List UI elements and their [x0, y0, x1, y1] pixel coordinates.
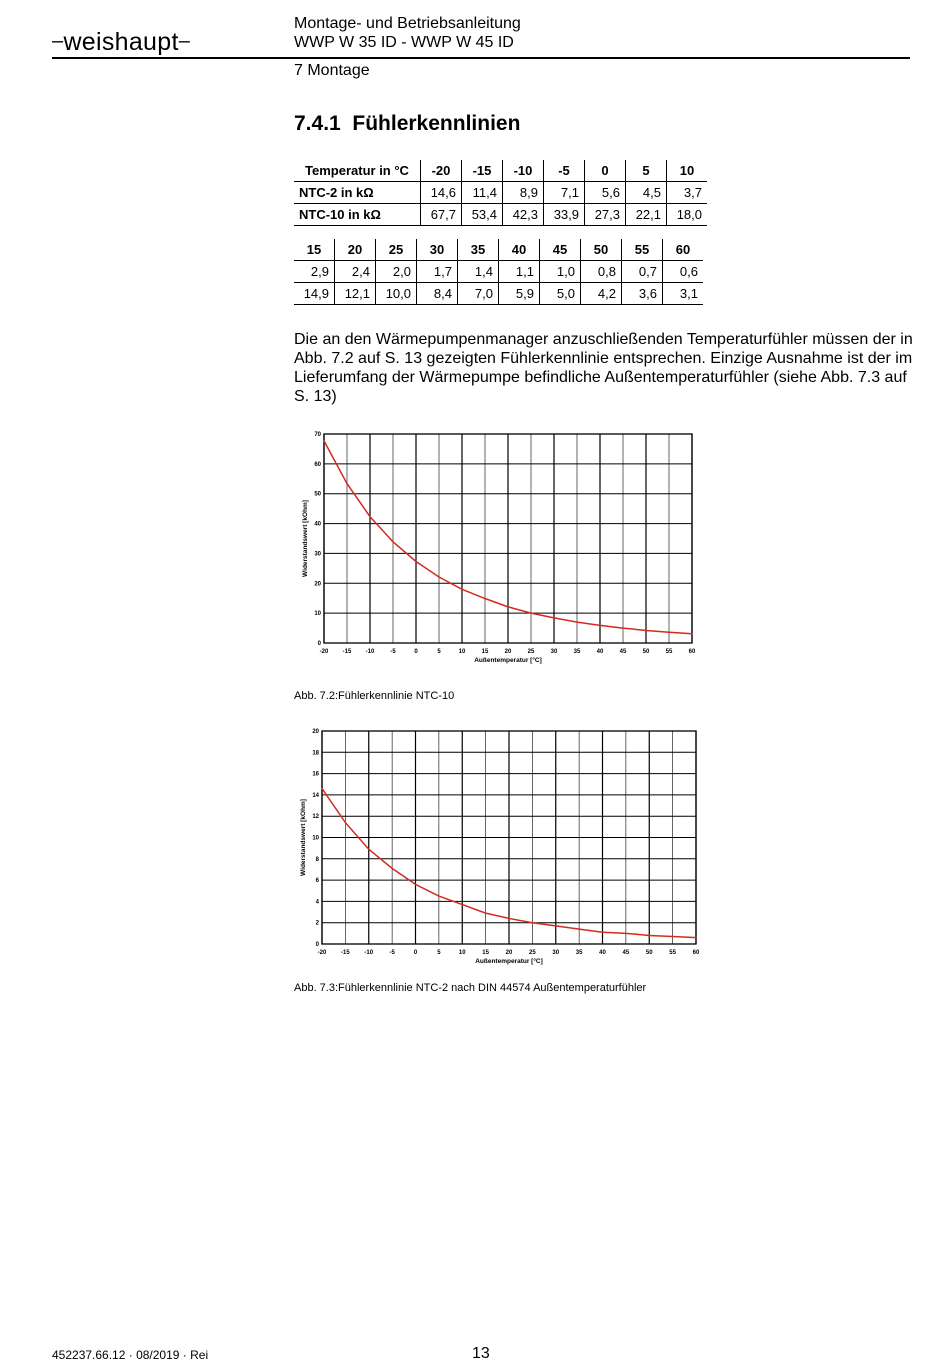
data-point: [555, 925, 556, 926]
temp-cell: 10: [667, 160, 708, 182]
y-tick-label: 8: [315, 856, 319, 863]
data-point: [415, 561, 416, 562]
temp-cell: -5: [544, 160, 585, 182]
data-point: [461, 589, 462, 590]
data-point: [392, 541, 393, 542]
x-tick-label: 25: [527, 649, 535, 655]
sensor-table-1: [294, 160, 707, 226]
data-point: [346, 483, 347, 484]
x-tick-label: 40: [599, 950, 606, 956]
table-row-ntc2: [294, 182, 707, 204]
x-tick-label: 10: [458, 950, 466, 956]
value-cell: 7,0: [458, 283, 499, 305]
data-point: [695, 937, 696, 938]
y-tick-label: 0: [315, 942, 319, 948]
x-tick-label: -15: [342, 649, 352, 655]
y-tick-label: 4: [315, 899, 319, 906]
x-tick-label: 55: [669, 950, 676, 956]
x-tick-label: 60: [688, 649, 696, 655]
temp-cell: 55: [622, 239, 663, 261]
weishaupt-logo: –weishaupt–: [52, 28, 191, 56]
value-cell: 1,1: [499, 261, 540, 283]
value-cell: 12,1: [335, 283, 376, 305]
temp-cell: 20: [335, 239, 376, 261]
temp-cell: -20: [421, 160, 462, 182]
value-cell: 8,9: [503, 182, 544, 204]
x-tick-label: 35: [573, 649, 581, 655]
temp-cell: 45: [540, 239, 581, 261]
y-tick-label: 40: [314, 521, 321, 528]
section-number: 7.4.1: [294, 112, 341, 135]
data-point: [599, 625, 600, 626]
data-point: [368, 849, 369, 850]
data-point: [532, 922, 533, 923]
table-row-ntc10: [294, 204, 707, 226]
data-point: [553, 617, 554, 618]
value-cell: 3,6: [622, 283, 663, 305]
y-tick-label: 12: [312, 814, 319, 821]
temp-cell: 25: [376, 239, 417, 261]
value-cell: 1,0: [540, 261, 581, 283]
value-cell: 8,4: [417, 283, 458, 305]
value-cell: 53,4: [462, 204, 503, 226]
x-tick-label: -10: [364, 950, 374, 956]
document-code: 452237.66.12 · 08/2019 · Rei: [52, 1348, 209, 1362]
x-tick-label: -20: [319, 649, 329, 655]
chapter-label: 7 Montage: [294, 62, 370, 79]
x-tick-label: 60: [692, 950, 700, 956]
temp-cell: 0: [585, 160, 626, 182]
y-tick-label: 50: [314, 491, 321, 498]
y-tick-label: 2: [315, 920, 319, 927]
x-tick-label: 15: [482, 950, 489, 956]
y-tick-label: 30: [314, 551, 321, 558]
y-axis-label: Widerstandswert [kOhm]: [302, 500, 309, 577]
row-label: NTC-2 in kΩ: [294, 182, 421, 204]
data-point: [345, 822, 346, 823]
sensor-table-2: [294, 239, 703, 305]
value-cell: 1,7: [417, 261, 458, 283]
row-label: NTC-10 in kΩ: [294, 204, 421, 226]
y-axis-label: Widerstandswert [kOhm]: [300, 799, 307, 876]
section-heading: [294, 112, 520, 136]
data-point: [649, 935, 650, 936]
value-cell: 14,9: [294, 283, 335, 305]
y-tick-label: 0: [317, 641, 321, 647]
x-tick-label: 20: [505, 950, 513, 956]
header-divider: [52, 57, 910, 59]
value-cell: 5,6: [585, 182, 626, 204]
x-tick-label: 55: [665, 649, 673, 655]
data-point: [622, 627, 623, 628]
section-title: Fühlerkennlinien: [352, 112, 521, 135]
value-cell: 2,0: [376, 261, 417, 283]
temp-cell: 5: [626, 160, 667, 182]
doc-title: Montage- und Betriebsanleitung: [294, 15, 521, 32]
x-axis-label: Außentemperatur [°C]: [475, 958, 543, 965]
data-point: [321, 788, 322, 789]
data-point: [691, 633, 692, 634]
data-point: [579, 928, 580, 929]
x-tick-label: 5: [437, 649, 441, 655]
temperature-header: Temperatur in °C: [294, 160, 421, 182]
x-tick-label: 10: [458, 649, 466, 655]
chart-ntc10: [290, 425, 710, 670]
x-tick-label: -5: [390, 649, 396, 655]
x-tick-label: 40: [596, 649, 604, 655]
model-title: WWP W 35 ID - WWP W 45 ID: [294, 34, 514, 51]
x-tick-label: 0: [413, 950, 418, 956]
value-cell: 67,7: [421, 204, 462, 226]
data-point: [625, 933, 626, 934]
data-point: [462, 904, 463, 905]
x-axis-label: Außentemperatur [°C]: [474, 657, 542, 664]
y-tick-label: 20: [314, 581, 321, 588]
x-tick-label: 50: [645, 950, 653, 956]
data-point: [415, 884, 416, 885]
data-point: [485, 913, 486, 914]
x-tick-label: 30: [550, 649, 558, 655]
x-tick-label: 5: [437, 950, 441, 956]
figure-caption: Abb. 7.2:Fühlerkennlinie NTC-10: [294, 690, 455, 702]
data-point: [668, 632, 669, 633]
value-cell: 18,0: [667, 204, 708, 226]
y-tick-label: 20: [312, 729, 319, 735]
table-header-row: [294, 239, 703, 261]
data-point: [484, 598, 485, 599]
value-cell: 4,2: [581, 283, 622, 305]
value-cell: 22,1: [626, 204, 667, 226]
value-cell: 2,9: [294, 261, 335, 283]
data-point: [323, 440, 324, 441]
data-point: [530, 613, 531, 614]
x-tick-label: -20: [317, 950, 327, 956]
x-tick-label: 30: [552, 950, 560, 956]
data-point: [576, 622, 577, 623]
temp-cell: -10: [503, 160, 544, 182]
data-point: [392, 868, 393, 869]
data-point: [508, 918, 509, 919]
table-header-row: [294, 160, 707, 182]
x-tick-label: -10: [365, 649, 375, 655]
table-row-ntc10: [294, 283, 703, 305]
figure-caption: Abb. 7.3:Fühlerkennlinie NTC-2 nach DIN 44574 Außentemperaturfühler: [294, 982, 647, 994]
temp-cell: -15: [462, 160, 503, 182]
y-tick-label: 6: [315, 878, 319, 885]
value-cell: 2,4: [335, 261, 376, 283]
temp-cell: 15: [294, 239, 335, 261]
value-cell: 1,4: [458, 261, 499, 283]
temp-cell: 30: [417, 239, 458, 261]
data-point: [438, 576, 439, 577]
logo-text: weishaupt: [63, 28, 179, 56]
x-tick-label: 25: [529, 950, 536, 956]
temp-cell: 60: [663, 239, 704, 261]
y-tick-label: 60: [314, 461, 321, 468]
x-tick-label: 20: [504, 649, 512, 655]
chart-ntc2: [290, 723, 710, 968]
value-cell: 42,3: [503, 204, 544, 226]
value-cell: 5,9: [499, 283, 540, 305]
value-cell: 5,0: [540, 283, 581, 305]
x-tick-label: -15: [341, 950, 350, 956]
data-point: [507, 606, 508, 607]
temp-cell: 40: [499, 239, 540, 261]
data-point: [645, 630, 646, 631]
x-tick-label: 35: [575, 950, 583, 956]
value-cell: 3,1: [663, 283, 704, 305]
x-tick-label: 50: [642, 649, 650, 655]
x-tick-label: 45: [619, 649, 627, 655]
data-point: [602, 932, 603, 933]
x-tick-label: 15: [481, 649, 489, 655]
temp-cell: 50: [581, 239, 622, 261]
x-tick-label: 0: [414, 649, 418, 655]
value-cell: 7,1: [544, 182, 585, 204]
body-paragraph: Die an den Wärmepumpenmanager anzuschließenden Temperaturfühler müssen der in Abb. 7.2 auf S. 13 gezeigten Fühlerkennlinie entsprechen. Einzige Ausnahme ist der im Lieferumfang der Wärmepumpe befindliche Außentemperaturfühler (siehe Abb. 7.3 auf S. 13): [294, 331, 913, 405]
value-cell: 27,3: [585, 204, 626, 226]
page-number: 13: [472, 1345, 490, 1362]
value-cell: 14,6: [421, 182, 462, 204]
y-tick-label: 10: [312, 835, 319, 842]
y-tick-label: 10: [314, 611, 321, 618]
value-cell: 11,4: [462, 182, 503, 204]
y-tick-label: 18: [312, 750, 319, 757]
table-row-ntc2: [294, 261, 703, 283]
value-cell: 10,0: [376, 283, 417, 305]
data-point: [438, 895, 439, 896]
value-cell: 0,8: [581, 261, 622, 283]
value-cell: 33,9: [544, 204, 585, 226]
value-cell: 0,6: [663, 261, 704, 283]
data-point: [369, 516, 370, 517]
value-cell: 4,5: [626, 182, 667, 204]
y-tick-label: 16: [312, 771, 319, 778]
y-tick-label: 14: [312, 792, 319, 799]
data-point: [672, 936, 673, 937]
x-tick-label: -5: [389, 950, 395, 956]
x-tick-label: 45: [622, 950, 630, 956]
y-tick-label: 70: [314, 432, 321, 438]
temp-cell: 35: [458, 239, 499, 261]
value-cell: 3,7: [667, 182, 708, 204]
value-cell: 0,7: [622, 261, 663, 283]
